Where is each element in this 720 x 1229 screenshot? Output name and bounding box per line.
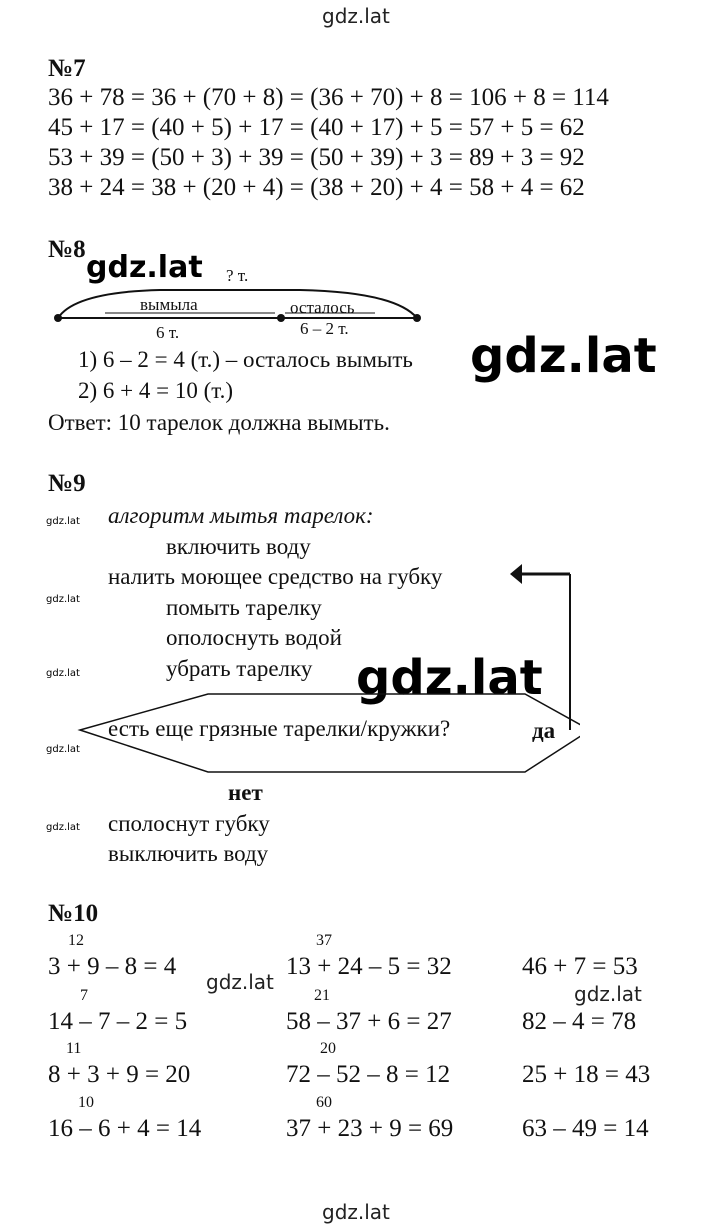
total-brace — [58, 290, 417, 318]
algorithm-step-2: налить моющее средство на губку — [108, 564, 443, 589]
col3-expr-4: 63 – 49 = 14 — [522, 1115, 649, 1142]
diagram-washed-label: вымыла — [140, 295, 198, 314]
col1-sup-3: 11 — [66, 1040, 82, 1057]
col2-sup-1: 37 — [316, 932, 332, 949]
diagram-total-label: ? т. — [226, 266, 249, 285]
watermark-task8-big: gdz.lat — [470, 328, 657, 384]
task7-line-4: 38 + 24 = 38 + (20 + 4) = (38 + 20) + 4 = 58 + 4 = 62 — [48, 174, 585, 201]
col2-expr-3: 72 – 52 – 8 = 12 — [286, 1061, 451, 1088]
col2-sup-4: 60 — [316, 1094, 332, 1111]
task10-title: №10 — [48, 900, 99, 927]
watermark-task9-big: gdz.lat — [356, 650, 543, 706]
task7-line-2: 45 + 17 = (40 + 5) + 17 = (40 + 17) + 5 = 57 + 5 = 62 — [48, 114, 585, 141]
algorithm-final-1: сполоснут губку — [108, 811, 270, 836]
col3-expr-1: 46 + 7 = 53 — [522, 953, 638, 980]
col1-sup-1: 12 — [68, 932, 84, 949]
col1-sup-4: 10 — [78, 1094, 94, 1111]
col3-expr-2: 82 – 4 = 78 — [522, 1008, 637, 1035]
task7-line-1: 36 + 78 = 36 + (70 + 8) = (36 + 70) + 8 = 106 + 8 = 114 — [48, 84, 609, 111]
segment-point-mid — [277, 314, 285, 322]
watermark-tiny-5: gdz.lat — [46, 822, 80, 833]
col2-sup-2: 21 — [314, 987, 330, 1004]
col2-expr-1: 13 + 24 – 5 = 32 — [286, 953, 452, 980]
col3-expr-3: 25 + 18 = 43 — [522, 1061, 651, 1088]
algorithm-step-4: ополоснуть водой — [166, 625, 342, 650]
task8-step-2: 2) 6 + 4 = 10 (т.) — [78, 378, 233, 403]
task8-answer: Ответ: 10 тарелок должна вымыть. — [48, 410, 390, 435]
diagram-washed-value: 6 т. — [156, 323, 180, 342]
condition-text: есть еще грязные тарелки/кружки? — [108, 716, 451, 741]
diagram-left-label: осталось — [290, 298, 355, 317]
watermark-task8: gdz.lat — [86, 250, 203, 285]
watermark-bottom: gdz.lat — [322, 1200, 390, 1224]
algorithm-step-5: убрать тарелку — [166, 656, 313, 681]
task8-title: №8 — [48, 236, 86, 263]
task7-title: №7 — [48, 55, 86, 82]
watermark-tiny-4: gdz.lat — [46, 744, 80, 755]
condition-yes: да — [532, 718, 556, 743]
col1-sup-2: 7 — [80, 987, 88, 1004]
diagram-left-value: 6 – 2 т. — [300, 319, 349, 338]
col2-sup-3: 20 — [320, 1040, 336, 1057]
watermark-tiny-2: gdz.lat — [46, 594, 80, 605]
algorithm-heading: алгоритм мытья тарелок: — [108, 503, 374, 528]
condition-no: нет — [228, 780, 263, 805]
algorithm-step-1: включить воду — [166, 534, 311, 559]
col1-expr-4: 16 – 6 + 4 = 14 — [48, 1115, 202, 1142]
segment-point-start — [54, 314, 62, 322]
algorithm-final-2: выключить воду — [108, 841, 269, 866]
col2-expr-4: 37 + 23 + 9 = 69 — [286, 1115, 454, 1142]
task8-step-1: 1) 6 – 2 = 4 (т.) – осталось вымыть — [78, 347, 413, 372]
task7-line-3: 53 + 39 = (50 + 3) + 39 = (50 + 39) + 3 = 89 + 3 = 92 — [48, 144, 585, 171]
segment-diagram — [45, 280, 435, 330]
task9-title: №9 — [48, 470, 86, 497]
loop-arrowhead — [510, 564, 522, 584]
col2-expr-2: 58 – 37 + 6 = 27 — [286, 1008, 452, 1035]
watermark-top: gdz.lat — [322, 4, 390, 28]
col1-expr-3: 8 + 3 + 9 = 20 — [48, 1061, 191, 1088]
algorithm-step-3: помыть тарелку — [166, 595, 322, 620]
watermark-tiny-1: gdz.lat — [46, 516, 80, 527]
watermark-tiny-3: gdz.lat — [46, 668, 80, 679]
watermark-task10-a: gdz.lat — [206, 970, 274, 994]
col1-expr-2: 14 – 7 – 2 = 5 — [48, 1008, 188, 1035]
watermark-task10-b: gdz.lat — [574, 982, 642, 1006]
col1-expr-1: 3 + 9 – 8 = 4 — [48, 953, 177, 980]
segment-point-end — [413, 314, 421, 322]
loop-diagram — [60, 560, 580, 780]
